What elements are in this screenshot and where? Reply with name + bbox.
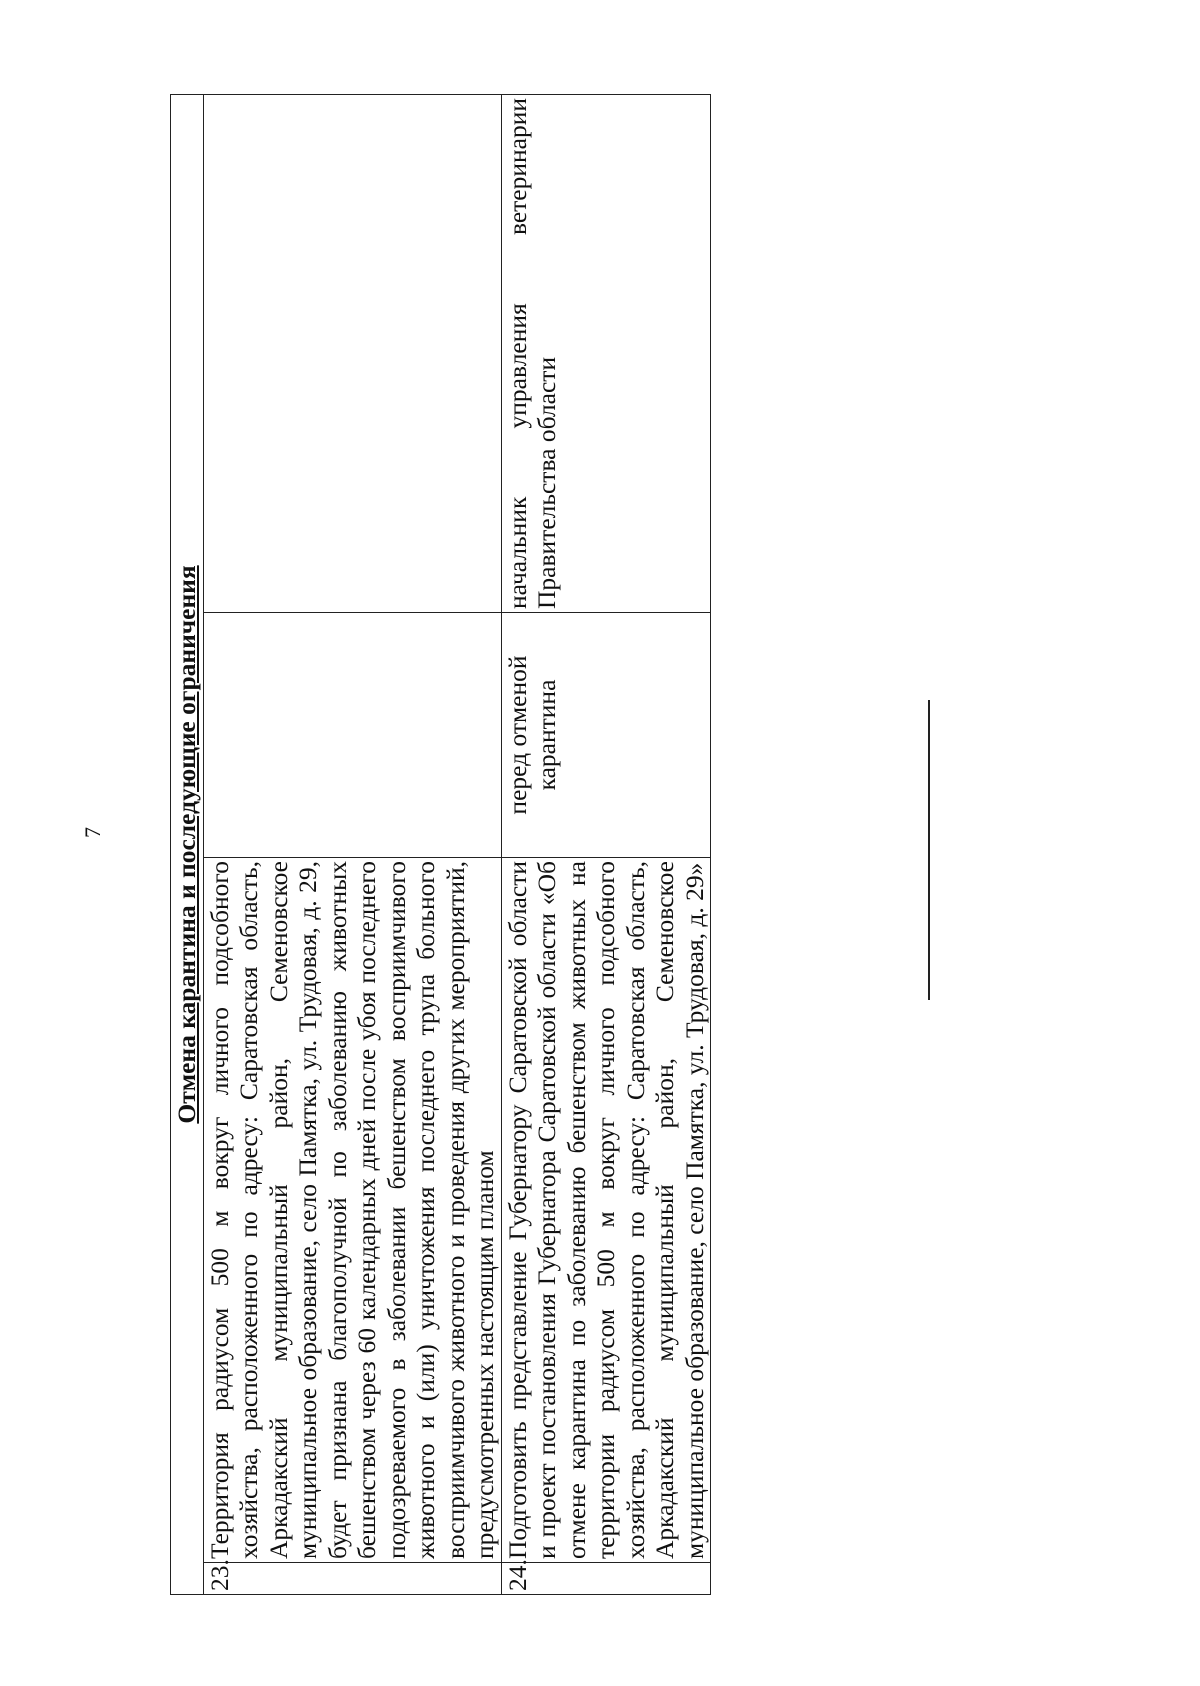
row-number: 24. <box>501 1563 711 1595</box>
quarantine-table <box>170 94 711 1595</box>
row-responsible: начальник управления ветеринарии Правительства области <box>501 94 711 612</box>
section-header-row <box>171 94 204 1594</box>
table-row <box>203 94 501 1594</box>
row-deadline <box>203 613 501 858</box>
quarantine-table-container <box>170 95 830 1595</box>
row-number: 23. <box>203 1563 501 1595</box>
closing-rule <box>928 700 930 1000</box>
row-description: Подготовить представление Губернатору Саратовской области и проект постановления Губернатора Саратовской области «Об отмене карантина по заболеванию бешенством животных на территории радиусом 500 м вокруг личного подсобного хозяйства, расположенного по адресу: Саратовская область, Аркадакский муниципальный район, Семеновское муниципальное образование, село Памятка, ул. Трудовая, д. 29» <box>501 858 711 1563</box>
row-responsible <box>203 94 501 612</box>
row-description: Территория радиусом 500 м вокруг личного подсобного хозяйства, расположенного по адресу: Саратовская область, Аркадакский муниципальный район, Семеновское муниципальное образование, село Памятка, ул. Трудовая, д. 29, будет признана благополучной по заболеванию животных бешенством через 60 календарных дней после убоя последнего подозреваемого в заболевании бешенством восприимчивого животного и (или) уничтожения последнего трупа больного восприимчивого животного и проведения других мероприятий, предусмотренных настоящим планом <box>203 858 501 1563</box>
row-deadline: перед отменой карантина <box>501 613 711 858</box>
page-number: 7 <box>80 827 105 838</box>
section-title: Отмена карантина и последующие ограничения <box>171 94 204 1594</box>
table-row <box>501 94 711 1594</box>
